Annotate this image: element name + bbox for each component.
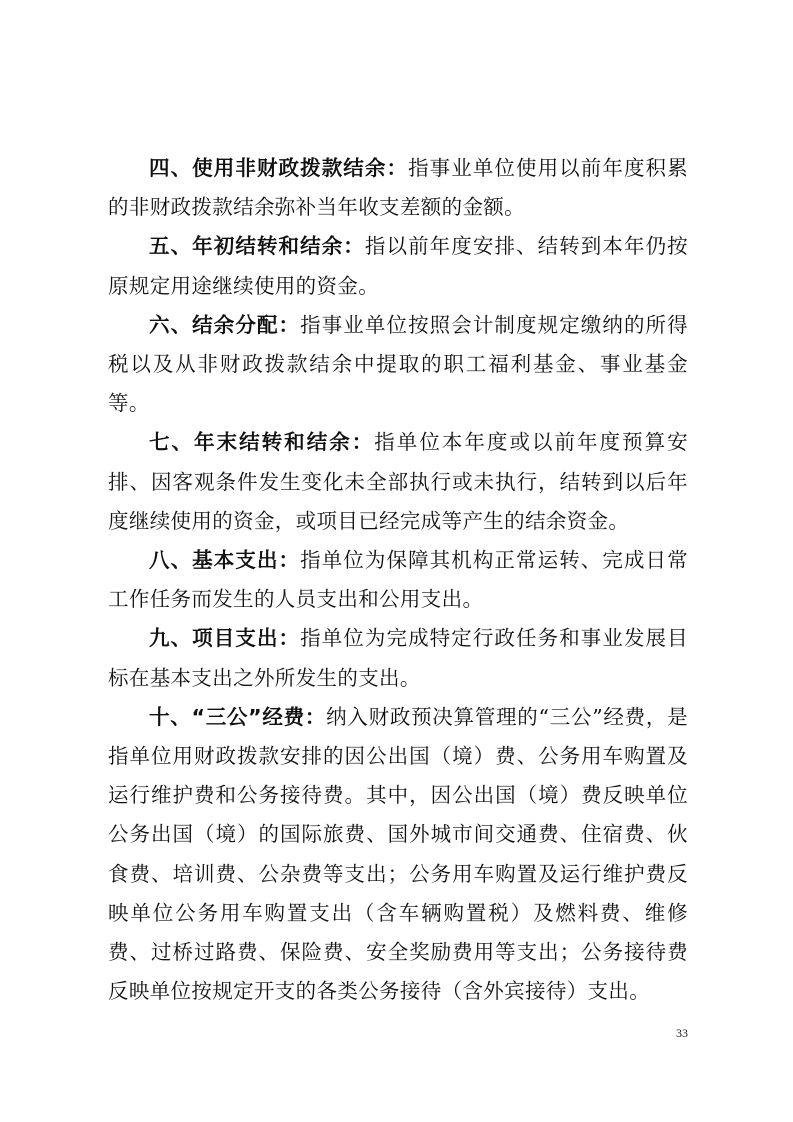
term-label: 五、年初结转和结余： (149, 234, 365, 259)
paragraph-item-7 (108, 423, 688, 541)
term-definition: 指事业单位按照会计制度规定缴纳的所得税以及从非财政拨款结余中提取的职工福利基金、事业基金等。 (108, 312, 688, 416)
term-label: 八、基本支出： (149, 548, 301, 573)
paragraph-item-9 (108, 619, 688, 697)
paragraph-item-8 (108, 541, 688, 619)
paragraph-item-10 (108, 698, 688, 1012)
term-definition: 指事业单位使用以前年度积累的非财政拨款结余弥补当年收支差额的金额。 (108, 156, 688, 220)
paragraph-item-4 (108, 149, 688, 227)
paragraph-item-6 (108, 306, 688, 424)
page-number: 33 (676, 1026, 688, 1040)
term-definition: 指单位为保障其机构正常运转、完成日常工作任务而发生的人员支出和公用支出。 (108, 548, 688, 612)
term-label: 九、项目支出： (149, 626, 301, 651)
term-label: 六、结余分配： (149, 312, 301, 337)
term-definition: 指单位本年度或以前年度预算安排、因客观条件发生变化未全部执行或未执行，结转到以后年度继续使用的资金，或项目已经完成等产生的结余资金。 (108, 430, 688, 533)
document-body (108, 149, 688, 1011)
term-definition: 纳入财政预决算管理的“三公”经费，是指单位用财政拨款安排的因公出国（境）费、公务用车购置及运行维护费和公务接待费。其中，因公出国（境）费反映单位公务出国（境）的国际旅费、国外城市间交通费、住宿费、伙食费、培训费、公杂费等支出；公务用车购置及运行维护费反映单位公务用车购置支出（含车辆购置税）及燃料费、维修费、过桥过路费、保险费、安全奖励费用等支出；公务接待费反映单位按规定开支的各类公务接待（含外宾接待）支出。 (108, 704, 688, 1004)
term-label: 七、年末结转和结余： (149, 430, 375, 455)
term-label: 十、“三公”经费： (149, 704, 327, 729)
paragraph-item-5 (108, 227, 688, 305)
term-definition: 指单位为完成特定行政任务和事业发展目标在基本支出之外所发生的支出。 (108, 626, 688, 690)
term-definition: 指以前年度安排、结转到本年仍按原规定用途继续使用的资金。 (108, 234, 689, 298)
term-label: 四、使用非财政拨款结余： (149, 156, 409, 180)
